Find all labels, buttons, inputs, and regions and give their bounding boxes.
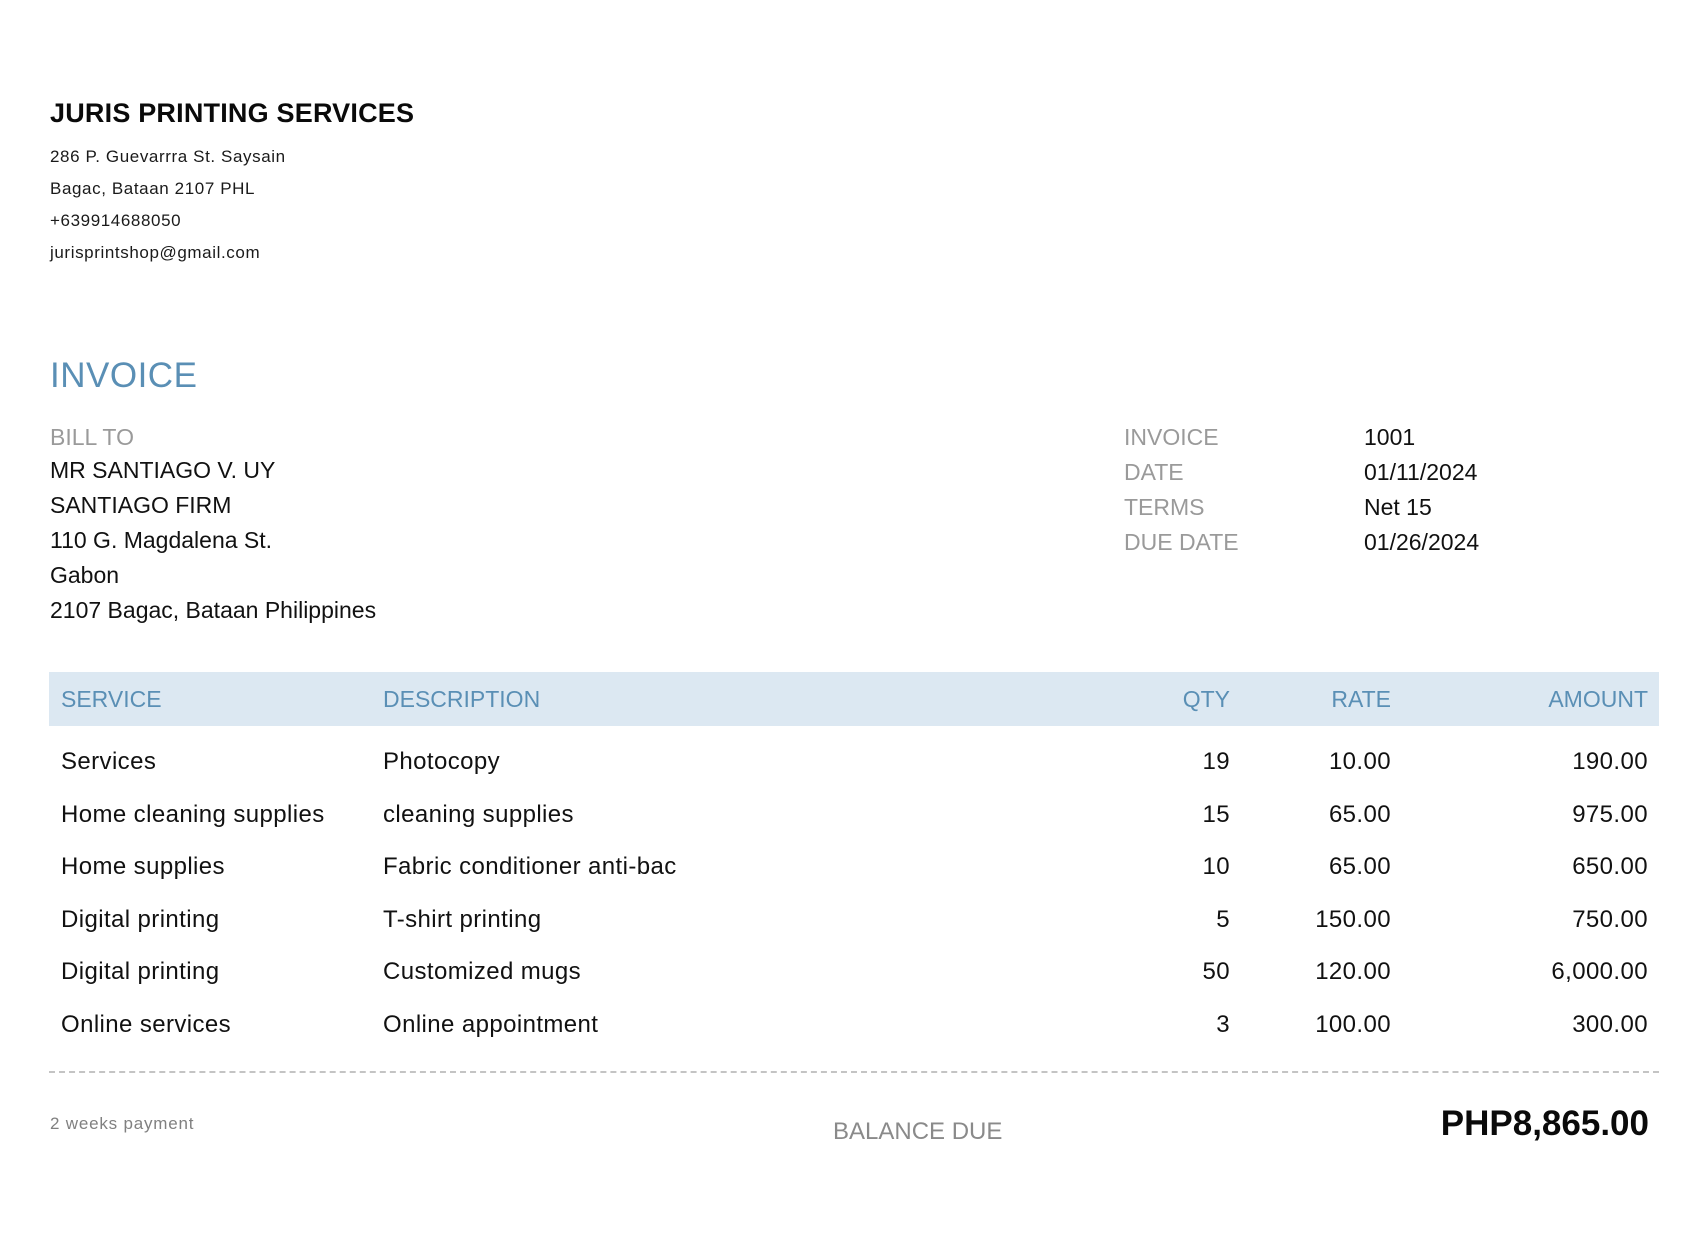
cell-amount: 975.00 [1572, 800, 1648, 828]
cell-amount: 300.00 [1572, 1010, 1648, 1038]
payment-note: 2 weeks payment [50, 1114, 195, 1133]
line-items-table [49, 672, 1659, 1049]
company-name: JURIS PRINTING SERVICES [50, 98, 415, 128]
header-qty: QTY [1182, 686, 1230, 712]
cell-service: Home cleaning supplies [61, 800, 325, 828]
cell-qty: 5 [1216, 905, 1230, 933]
cell-qty: 10 [1202, 853, 1230, 880]
meta-row-due-date [1124, 529, 1544, 564]
header-amount: AMOUNT [1548, 686, 1648, 712]
invoice-title: INVOICE [50, 356, 198, 395]
bill-to-line: SANTIAGO FIRM [50, 492, 232, 518]
header-description: DESCRIPTION [383, 686, 541, 712]
table-row [49, 944, 1659, 997]
cell-amount: 650.00 [1572, 853, 1648, 880]
bill-to-address [50, 457, 376, 632]
table-header [49, 672, 1659, 726]
cell-qty: 15 [1202, 800, 1230, 828]
invoice-meta [1124, 424, 1544, 564]
meta-row-date [1124, 459, 1544, 494]
company-details [50, 146, 286, 274]
meta-value: 1001 [1364, 424, 1416, 450]
cell-amount: 6,000.00 [1551, 958, 1648, 985]
bill-to-line: 2107 Bagac, Bataan Philippines [50, 597, 377, 623]
cell-qty: 19 [1202, 748, 1230, 775]
meta-value: 01/11/2024 [1364, 459, 1478, 485]
cell-rate: 65.00 [1328, 853, 1391, 880]
cell-qty: 3 [1216, 1010, 1230, 1038]
bill-to-label: BILL TO [50, 424, 134, 450]
meta-label: DATE [1124, 459, 1184, 485]
cell-rate: 120.00 [1315, 958, 1391, 985]
meta-value: 01/26/2024 [1364, 529, 1480, 555]
meta-label: INVOICE [1124, 424, 1219, 450]
cell-description: cleaning supplies [383, 800, 574, 828]
meta-label: DUE DATE [1124, 529, 1239, 555]
bill-to-line: Gabon [50, 562, 120, 588]
table-body [49, 726, 1659, 1049]
cell-rate: 150.00 [1315, 905, 1391, 933]
header-service: SERVICE [61, 686, 162, 712]
cell-service: Online services [61, 1010, 232, 1038]
table-row [49, 734, 1659, 787]
cell-description: Customized mugs [383, 958, 582, 985]
cell-rate: 100.00 [1315, 1010, 1391, 1038]
meta-row-invoice [1124, 424, 1544, 459]
dashed-divider [49, 1071, 1659, 1073]
balance-due-label: BALANCE DUE [833, 1118, 1003, 1145]
cell-description: T-shirt printing [383, 905, 542, 933]
cell-service: Digital printing [61, 905, 220, 933]
table-row [49, 892, 1659, 945]
company-address-line2: Bagac, Bataan 2107 PHL [50, 179, 256, 198]
company-address-line1: 286 P. Guevarrra St. Saysain [50, 147, 286, 166]
cell-service: Digital printing [61, 958, 220, 985]
table-row [49, 997, 1659, 1050]
meta-value: Net 15 [1364, 494, 1432, 520]
cell-amount: 190.00 [1572, 748, 1648, 775]
cell-rate: 65.00 [1328, 800, 1391, 828]
cell-qty: 50 [1202, 958, 1230, 985]
balance-due-amount: PHP8,865.00 [1440, 1104, 1649, 1143]
company-email: jurisprintshop@gmail.com [50, 243, 261, 262]
cell-service: Home supplies [61, 853, 225, 880]
table-row [49, 787, 1659, 840]
table-row [49, 839, 1659, 892]
cell-description: Online appointment [383, 1010, 599, 1038]
company-phone: +639914688050 [50, 211, 182, 230]
cell-service: Services [61, 748, 157, 775]
header-rate: RATE [1331, 686, 1391, 712]
cell-description: Fabric conditioner anti-bac [383, 853, 677, 880]
cell-description: Photocopy [383, 748, 501, 775]
bill-to-line: MR SANTIAGO V. UY [50, 457, 276, 483]
cell-rate: 10.00 [1328, 748, 1391, 775]
bill-to-line: 110 G. Magdalena St. [50, 527, 273, 553]
cell-amount: 750.00 [1572, 905, 1648, 933]
meta-label: TERMS [1124, 494, 1205, 520]
meta-row-terms [1124, 494, 1544, 529]
